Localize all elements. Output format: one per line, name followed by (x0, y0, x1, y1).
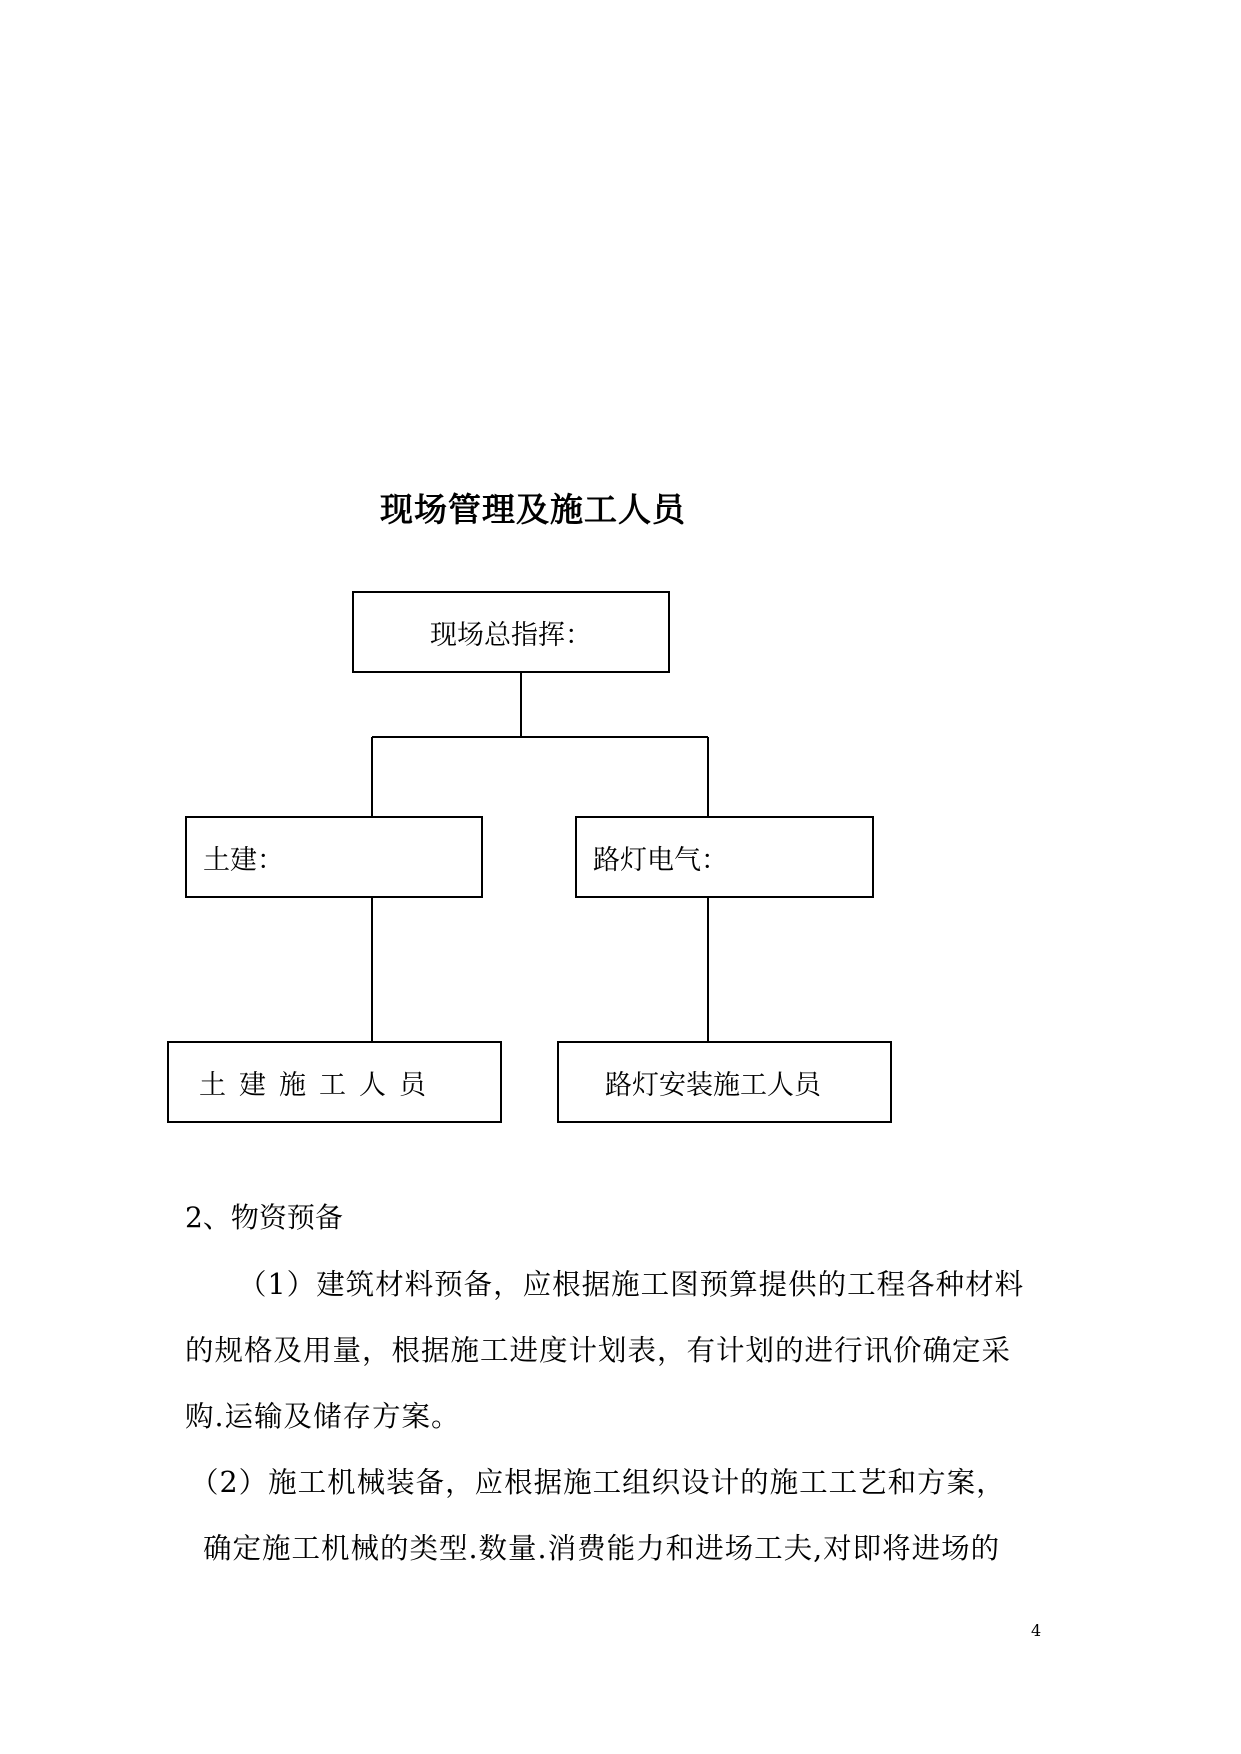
civil-box (185, 816, 483, 898)
paragraph-line: （2）施工机械装备，应根据施工组织设计的施工工艺和方案， (190, 1466, 1006, 1499)
commander-label: 现场总指挥： (430, 619, 592, 651)
electrical-label: 路灯电气： (593, 844, 728, 876)
page-number: 4 (1031, 1621, 1042, 1640)
commander-box (352, 591, 670, 673)
civil-label: 土建： (203, 844, 284, 876)
paragraph-line: 确定施工机械的类型.数量.消费能力和进场工夫,对即将进场的 (203, 1532, 1001, 1565)
org-chart-title: 现场管理及施工人员 (380, 490, 686, 529)
paragraph-line: 购.运输及储存方案。 (185, 1400, 461, 1433)
civil-workers-box (167, 1041, 502, 1123)
section-heading: 2、物资预备 (185, 1201, 343, 1234)
lighting-workers-box (557, 1041, 892, 1123)
lighting-workers-label: 路灯安装施工人员 (605, 1069, 821, 1101)
paragraph-line: 的规格及用量，根据施工进度计划表，有计划的进行讯价确定采 (185, 1334, 1012, 1367)
civil-workers-label: 土建施工人员 (199, 1069, 439, 1101)
paragraph-line: （1）建筑材料预备，应根据施工图预算提供的工程各种材料 (238, 1268, 1025, 1301)
electrical-box (575, 816, 874, 898)
